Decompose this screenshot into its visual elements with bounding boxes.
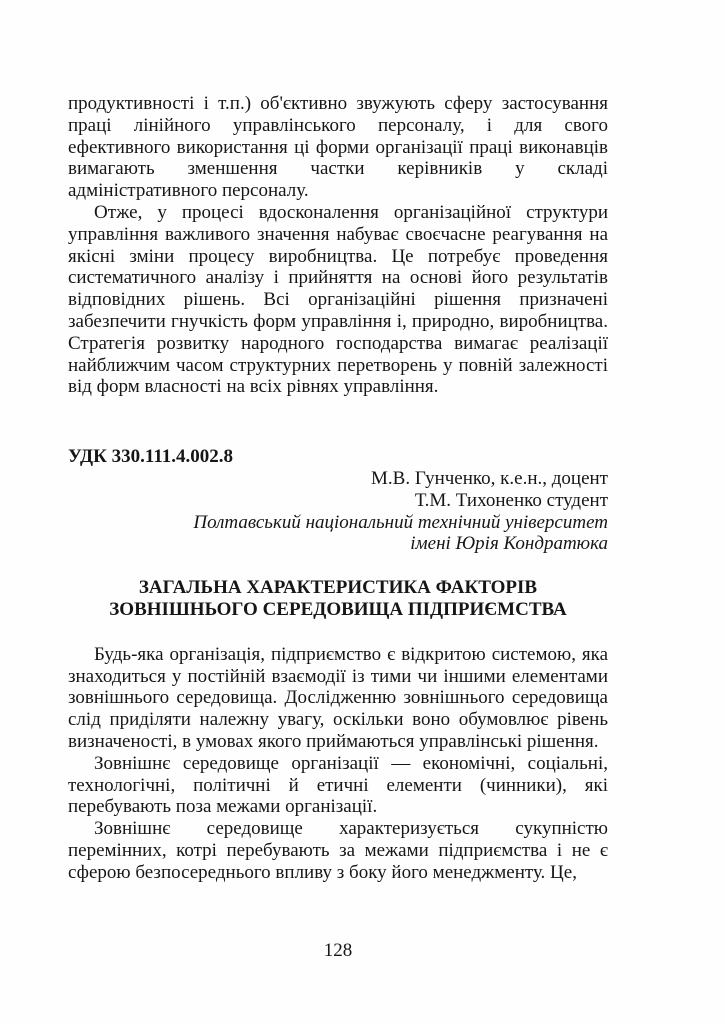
- article-title-line-1: ЗАГАЛЬНА ХАРАКТЕРИСТИКА ФАКТОРІВ: [138, 577, 538, 599]
- affiliation-line-2: імені Юрія Кондратюка: [410, 533, 608, 555]
- title-body-gap: [68, 621, 608, 644]
- author-block: [68, 468, 608, 555]
- article-title-line-2: ЗОВНІШНЬОГО СЕРЕДОВИЩА ПІДПРИЄМСТВА: [109, 598, 567, 620]
- affiliation-line-1: Полтавський національний технічний університет: [193, 511, 608, 533]
- author-line-2: Т.М. Тихоненко студент: [414, 489, 608, 511]
- prev-article-paragraph-continuation: продуктивності і т.п.) об'єктивно звужують сферу застосування праці лінійного управлінського персоналу, і для свого ефективного використання ці форми організації праці виконавців вимагають зменшення частки керівників у складі адміністративного персоналу.: [68, 93, 608, 202]
- udc-code: УДК 330.111.4.002.8: [68, 446, 234, 468]
- author-line-1: М.В. Гунченко, к.е.н., доцент: [371, 467, 608, 489]
- article-paragraph-3: Зовнішнє середовище характеризується сукупністю перемінних, котрі перебувають за межами підприємства і не є сферою безпосереднього впливу з боку його менеджменту. Це,: [68, 818, 608, 883]
- article-title: [68, 577, 608, 621]
- article-paragraph-1: Будь-яка організація, підприємство є відкритою системою, яка знаходиться у постійній взаємодії із тими чи іншими елементами зовнішнього середовища. Дослідженню зовнішнього середовища слід приділяти належну увагу, оскільки воно обумовлює рівень визначеності, в умовах якого приймаються управлінські рішення.: [68, 643, 608, 752]
- prev-article-paragraph-final: Отже, у процесі вдосконалення організаційної структури управління важливого значення набуває своєчасне реагування на якісні зміни процесу виробництва. Це потребує проведення систематичного аналізу і прийняття на основі його результатів відповідних рішень. Всі організаційні рішення призначені забезпечити гнучкість форм управління і, природно, виробництва. Стратегія розвитку народного господарства вимагає реалізації найближчим часом структурних перетворень у повній залежності від форм власності на всіх рівнях управління.: [68, 201, 608, 398]
- article-paragraph-2: Зовнішнє середовище організації — економічні, соціальні, технологічні, політичні й етичні елементи (чинники), які перебувають поза межами організації.: [68, 752, 608, 818]
- text-column: [68, 93, 608, 884]
- page-number: 128: [323, 940, 353, 961]
